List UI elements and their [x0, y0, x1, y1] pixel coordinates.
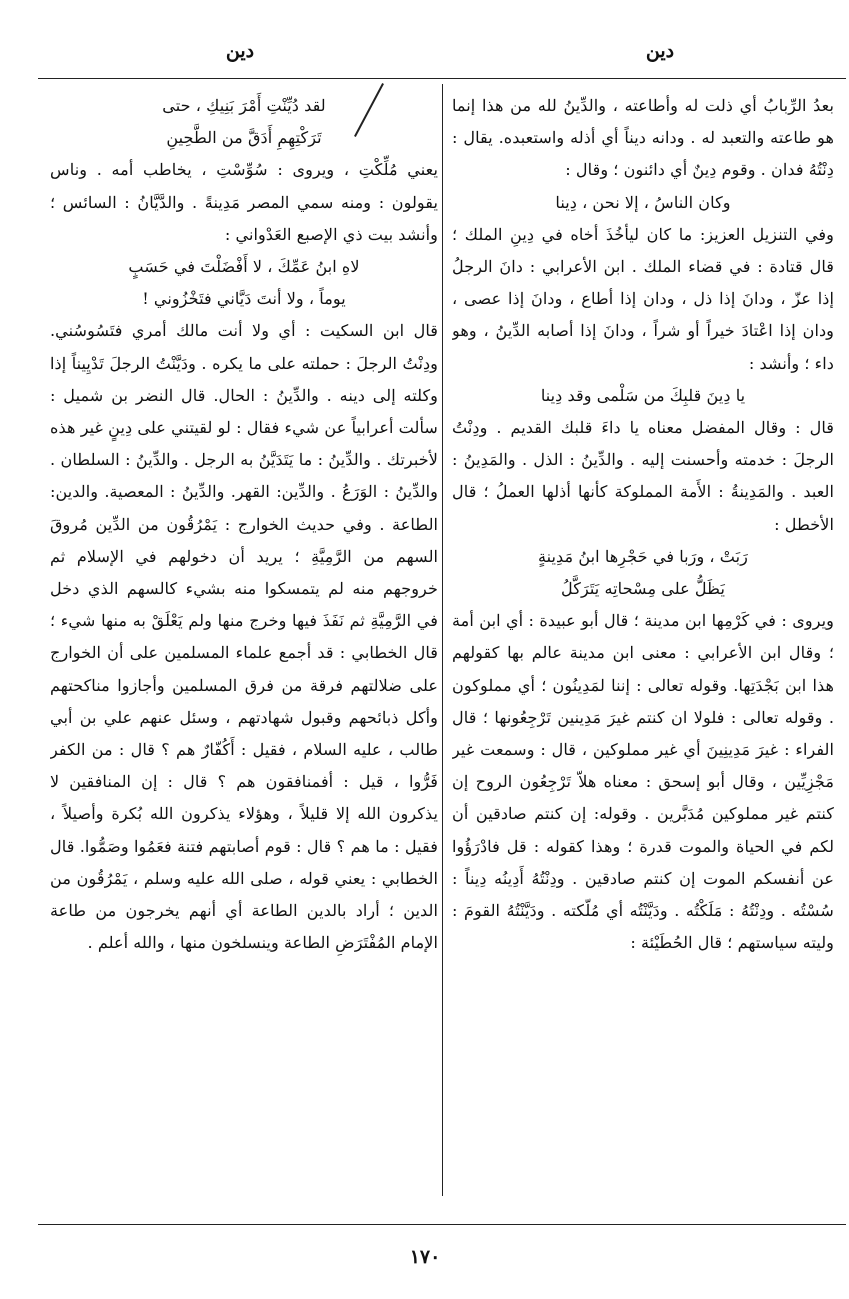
verse-line: يَظَلُّ على مِسْحاتِه يَتَرَكَّلُ: [561, 579, 725, 599]
verse-line: تَرَكْتِهِمِ أَدَقَّ من الطَّحِينِ: [166, 128, 322, 148]
verse-line: وكان الناسُ ، إلا نحن ، دِينا: [555, 192, 731, 212]
footer-rule: [38, 1224, 846, 1225]
right-column: [452, 90, 834, 1200]
running-head-right: دين: [645, 40, 675, 62]
page-number: ١٧٠: [409, 1246, 441, 1268]
paragraph: وفي التنزيل العزيز: ما كان ليأخُذَ أخاه في دِينِ الملك ؛ قال قتادة : في قضاء الملك . ابن الأعرابي : دانَ الرجلُ إذا عزّ ، ودانَ إذا ذل ، ودان إذا أطاع ، ودانَ إذا عصى ، ودان إذا اعْتادَ خيراً أو شراً ، ودانَ إذا أصابه الدِّينُ ، وهو داء ؛ وأنشد :: [452, 224, 834, 373]
paragraph: ويروى : في كَرْمِها ابن مدينة ؛ قال أبو عبيدة : أي ابن أمة ؛ وقال ابن الأعرابي : معنى ابن مدينة عالم بها كقولهم هذا ابن بَجْدَتِها. وقوله تعالى : إننا لمَدِينُون ؛ أي مملوكون . وقوله تعالى : فلولا ان كنتم غيرَ مَدِينين تَرْجِعُونها ؛ قال الفراء : غيرَ مَدِينِينَ أي غير مملوكين ، قال : وسمعت غير مَجْزِيِّين ، وقال أبو إسحق : معناه هلاّ تَرْجِعُون الروح إن كنتم غير مملوكين مُدَبَّرين . وقوله: إن كنتم صادقين أن لكم في الحياة والموت قدرة ؛ وهذا كقوله : قل فادْرَؤُوا عن أنفسكم الموت إن كنتم صادقين . ودِنْتُهُ أَدِينُه دِيناً : سُسْتُه . ودِنْتُهُ : مَلَكْتُه . ودَيَّنْتُه أي مُلّكته . ودَيَّنْتُهُ القومَ : وليته سياستهم ؛ قال الحُطَيْئة :: [452, 611, 834, 953]
verse-line: يا دِينَ قلبِكَ من سَلْمى وقد دِينا: [540, 385, 746, 405]
header-rule: [38, 78, 846, 79]
column-divider: [442, 84, 443, 1196]
verse-line: لقد دُيِّنْتِ أَمْرَ بَنِيكِ ، حتى: [162, 96, 326, 115]
paragraph: يعني مُلِّكْتِ ، ويروى : سُوِّسْتِ ، يخاطب أمه . وناس يقولون : ومنه سمي المصر مَدِينةً . والدَّيَّانُ : السائس ؛ وأنشد بيت ذي الإصبع العَدْواني :: [50, 160, 438, 244]
paragraph: بعدُ الرِّبابُ أي ذلت له وأطاعته ، والدِّينُ لله من هذا إنما هو طاعته والتعبد له . ودانه ديناً أي أذله واستعبده. يقال : دِنْتُهُ فدان . وقوم دِينٌ أي دائنون ؛ وقال :: [452, 96, 834, 180]
verse-line: يوماً ، ولا أنتَ دَيَّاني فتَخْزُوني !: [142, 289, 346, 309]
running-head-left: دين: [225, 40, 255, 62]
paragraph: قال ابن السكيت : أي ولا أنت مالك أمري فتَسُوسُني. ودِنْتُ الرجلَ : حملته على ما يكره . ودَيَّنْتُ الرجلَ تَدْيِيناً إذا وكلته إلى دينه . والدِّينُ : الحال. قال النضر بن شميل : سألت أعرابياً عن شيء فقال : لو لقيتني على دِينٍ غير هذه لأخبرتك . والدِّينُ : ما يَتَدَيَّنُ به الرجل . والدِّينُ : السلطان . والدِّينُ : الوَرَعُ . والدِّين: القهر. والدِّينُ : المعصية. والدين: الطاعة . وفي حديث الخوارج : يَمْرُقُون من الدِّين مُروقَ السهم من الرَّمِيَّةِ ؛ يريد أن دخولهم في الإسلام ثم خروجهم منه لم يتمسكوا منه بشيء كالسهم الذي دخل في الرَّمِيَّةِ ثم نَفَذَ فيها وخرج منها ولم يَعْلَقْ به منها شيء ؛ قال الخطابي : قد أجمع علماء المسلمين على أن الخوارج على ضلالتهم فرقة من فرق المسلمين وأجازوا مناكحتهم وأكل ذبائحهم وقبول شهادتهم ، وسئل عنهم علي بن أبي طالب ، عليه السلام ، فقيل : أَكُفّارٌ هم ؟ قال : من الكفر فَرُّوا ، قيل : أفمنافقون هم ؟ قال : إن المنافقين لا يذكرون الله إلا قليلاً ، وهؤلاء يذكرون الله بُكرة وأصيلاً ، فقيل : ما هم ؟ قال : قوم أصابتهم فتنة فعَمُوا وصَمُّوا. قال الخطابي : يعني قوله ، صلى الله عليه وسلم ، يَمْرُقُون من الدين ؛ أراد بالدين الطاعة أي أنهم يخرجون من طاعة الإمام المُفْتَرَضِ الطاعة وينسلخون منها ، والله أعلم .: [50, 321, 438, 953]
verse-line: لاهِ ابنُ عَمِّكَ ، لا أَفْضَلْتَ في حَسَبٍ: [128, 257, 360, 277]
paragraph: قال : وقال المفضل معناه يا داءَ قلبك القديم . ودِنْتُ الرجلَ : خدمته وأحسنت إليه . والدِّينُ : الذل . والمَدِينُ : العبد . والمَدِينةُ : الأَمة المملوكة كأنها أذلها العملُ ؛ قال الأخطل :: [452, 418, 834, 534]
verse-line: رَبَتْ ، ورَبا في حَجْرِها ابنُ مَدِينةٍ: [537, 546, 749, 566]
left-column: [50, 90, 438, 1200]
